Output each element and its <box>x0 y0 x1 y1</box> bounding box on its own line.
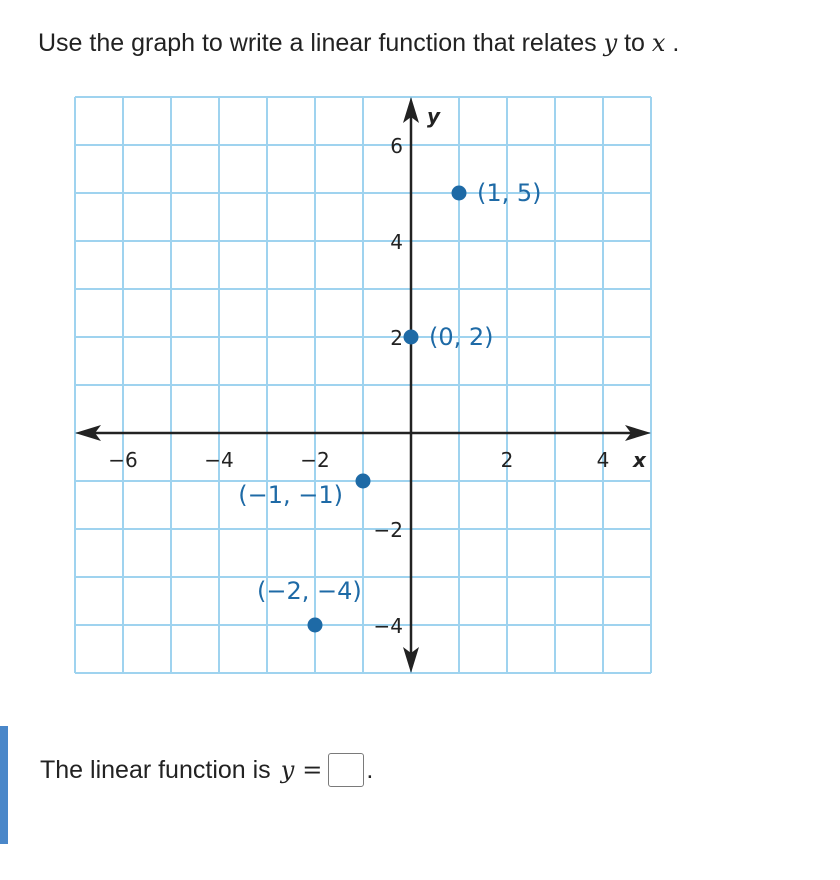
answer-input[interactable] <box>328 753 364 787</box>
x-axis-name: x <box>633 448 646 472</box>
data-point-label: (−1, −1) <box>238 481 343 509</box>
variable-x: x <box>651 29 666 57</box>
x-tick-label: 2 <box>500 448 514 472</box>
question-prefix: Use the graph to write a linear function that relates <box>38 29 604 57</box>
equals-sign: = <box>302 756 323 784</box>
question-middle: to <box>617 29 652 57</box>
x-tick-label: 4 <box>596 448 610 472</box>
answer-suffix: . <box>366 756 374 784</box>
x-tick-label: −2 <box>300 448 330 472</box>
y-tick-label: 6 <box>390 134 403 158</box>
answer-prefix: The linear function is <box>40 756 271 784</box>
data-point <box>308 618 323 633</box>
data-point-label: (1, 5) <box>477 179 542 207</box>
answer-accent-bar <box>0 726 8 844</box>
tick-labels <box>108 104 647 638</box>
x-tick-label: −4 <box>204 448 234 472</box>
y-tick-label: 2 <box>390 326 403 350</box>
data-point <box>356 474 371 489</box>
y-tick-label: −4 <box>373 614 403 638</box>
question-suffix: . <box>665 29 680 57</box>
data-point <box>452 186 467 201</box>
coordinate-graph <box>60 85 660 685</box>
data-point-label: (−2, −4) <box>257 577 362 605</box>
question-text <box>38 26 679 60</box>
answer-variable-y: y <box>280 756 295 784</box>
x-tick-label: −6 <box>108 448 138 472</box>
grid <box>75 97 651 673</box>
y-tick-label: 4 <box>390 230 403 254</box>
data-point-label: (0, 2) <box>429 323 494 351</box>
data-point <box>404 330 419 345</box>
y-tick-label: −2 <box>373 518 403 542</box>
y-axis-name: y <box>427 104 441 128</box>
answer-row <box>40 751 373 789</box>
variable-y: y <box>603 29 618 57</box>
